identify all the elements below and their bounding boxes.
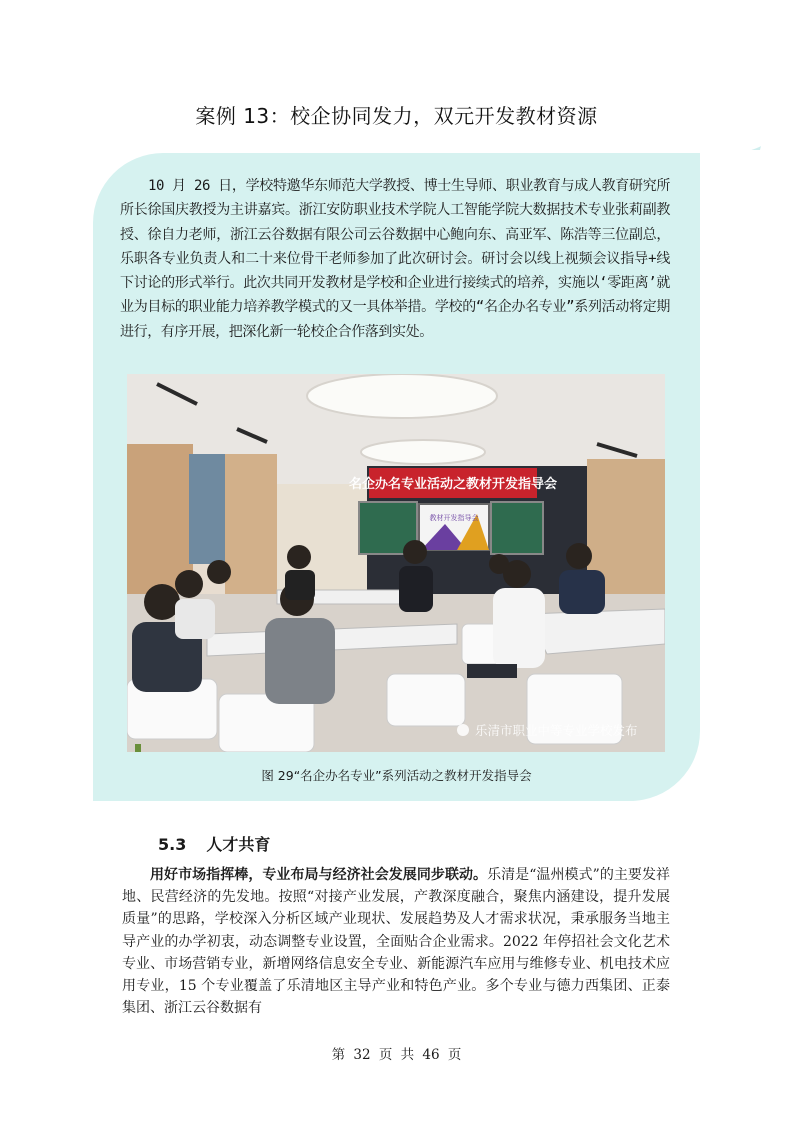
screen-text: 教材开发指导会 — [429, 514, 479, 522]
section-number: 5.3 — [158, 835, 187, 854]
figure-caption: 图 29“名企办名专业”系列活动之教材开发指导会 — [261, 768, 532, 783]
watermark-text: 乐清市职业中等专业学校发布 — [475, 723, 638, 738]
section-title: 人才共育 — [206, 835, 271, 854]
banner-text: 名企办名专业活动之教材开发指导会 — [348, 477, 558, 492]
body-text: 乐清是“温州模式”的主要发祥地、民营经济的先发地。按照“对接产业发展，产教深度融合，聚焦内涵建设，提升发展质量”的思路，学校深入分析区域产业现状、发展趋势及人才需求状况，秉承服务当地主导产业的办学初衷，动态调整专业设置，全面贴合企业需求。2022 年停招社会文化艺术专业、市场营销专业，新增网络信息安全专业、新能源汽车应用与维修专业、机电技术应用专业，15 个专业覆盖了乐清地区主导产业和特色产业。多个专业与德力西集团、正泰集团、浙江云谷数据有 — [122, 867, 670, 1017]
page-footer: 第 32 页 共 46 页 — [331, 1047, 462, 1063]
lead-sentence: 用好市场指挥棒，专业布局与经济社会发展同步联动。 — [150, 867, 488, 883]
body-paragraph — [122, 864, 670, 1019]
section-heading — [158, 832, 270, 855]
title-band — [0, 0, 793, 153]
case-paragraph: 10 月 26 日，学校特邀华东师范大学教授、博士生导师、职业教育与成人教育研究所所长徐国庆教授为主讲嘉宾。浙江安防职业技术学院人工智能学院大数据技术专业张莉副教授、徐自力老师，浙江云谷数据有限公司云谷数据中心鲍向东、高亚军、陈浩等三位副总，乐职各专业负责人和二十来位骨干老师参加了此次研讨会。研讨会以线上视频会议指导+线下讨论的形式举行。此次共同开发教材是学校和企业进行接续式的培养，实施以‘零距离’就业为目标的职业能力培养教学模式的又一具体举措。学校的“名企办名专业”系列活动将定期进行，有序开展，把深化新一轮校企合作落到实处。 — [120, 178, 670, 340]
case-title: 案例 13：校企协同发力，双元开发教材资源 — [195, 104, 598, 128]
meeting-photo — [127, 374, 665, 752]
